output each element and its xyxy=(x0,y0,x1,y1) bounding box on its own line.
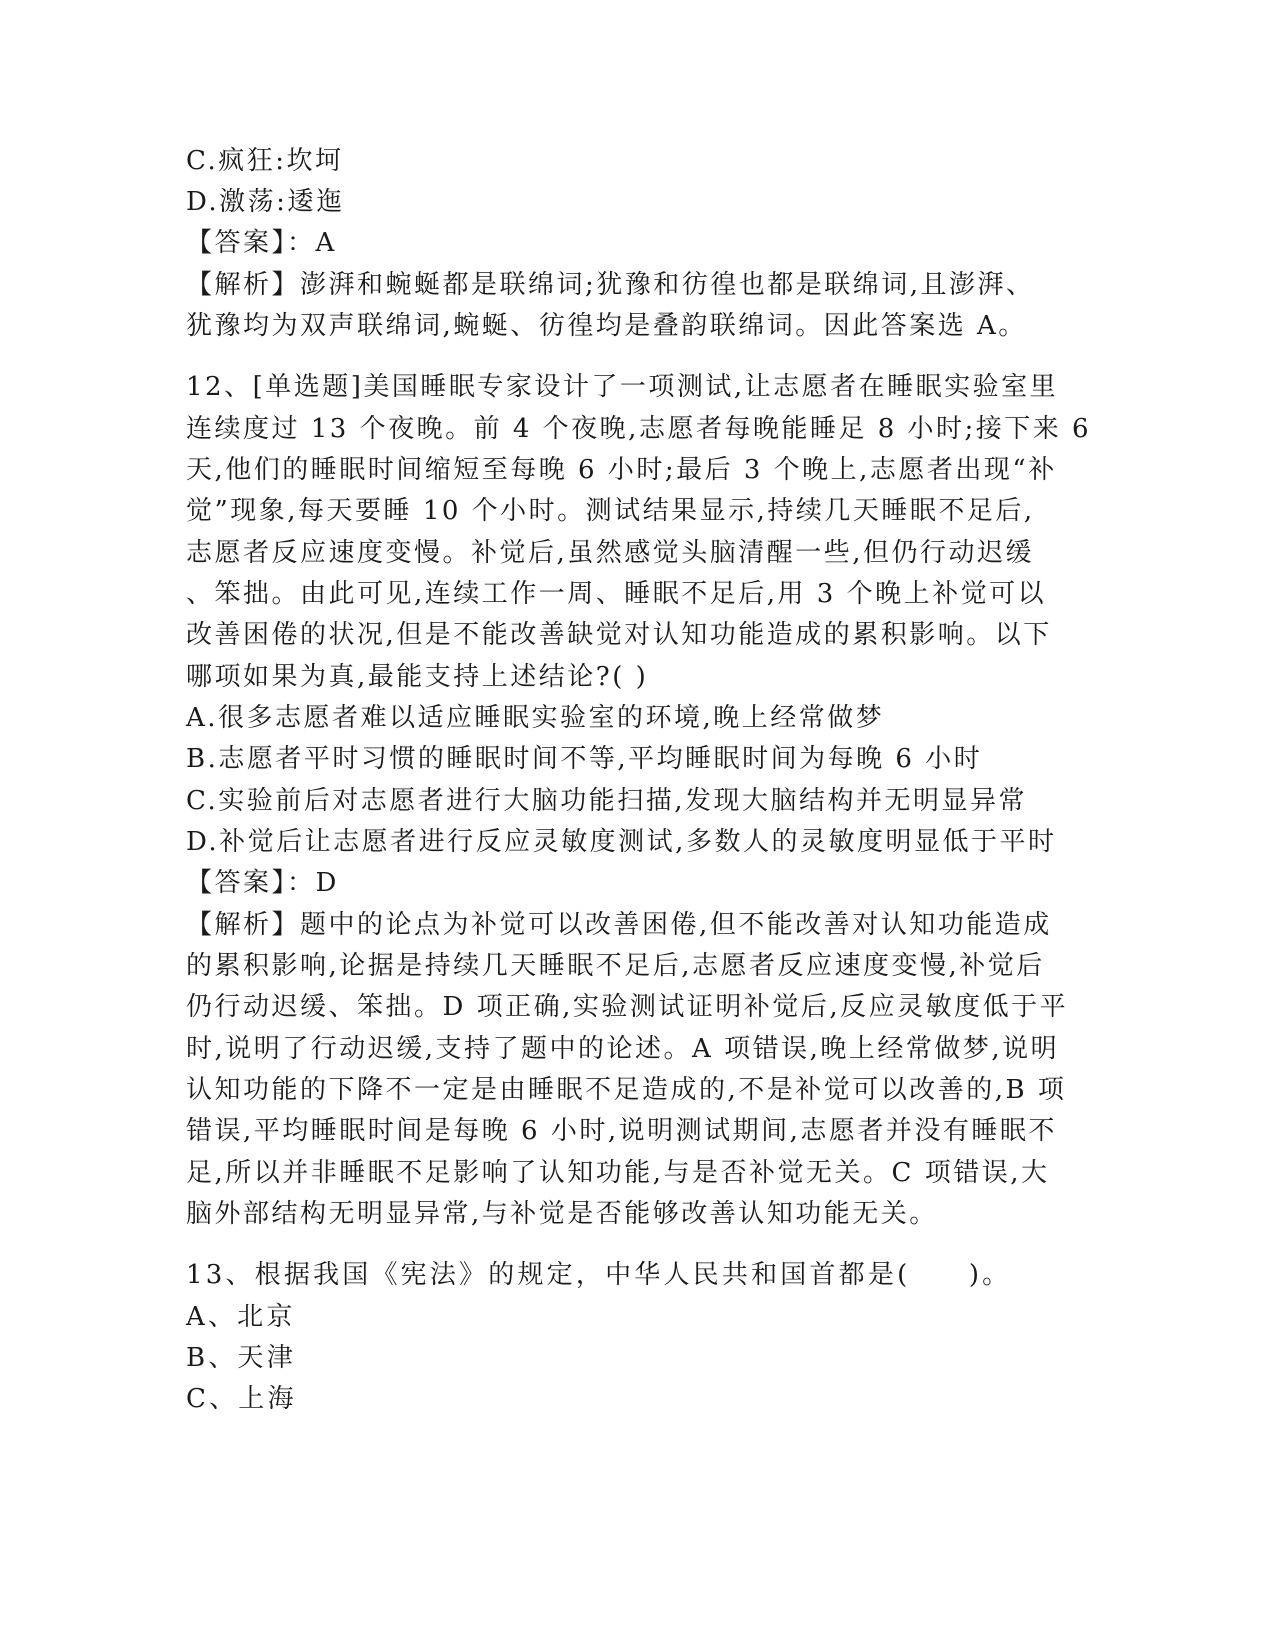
q11-analysis-line: 【解析】澎湃和蜿蜒都是联绵词;犹豫和彷徨也都是联绵词,且澎湃、 xyxy=(186,270,1035,300)
q12-analysis-line: 错误,平均睡眠时间是每晚 6 小时,说明测试期间,志愿者并没有睡眠不 xyxy=(186,1116,1057,1146)
q12-option-b: B.志愿者平时习惯的睡眠时间不等,平均睡眠时间为每晚 6 小时 xyxy=(186,744,983,774)
q12-stem-line: 改善困倦的状况,但是不能改善缺觉对认知功能造成的累积影响。以下 xyxy=(186,620,1052,650)
q12-analysis-line: 足,所以并非睡眠不足影响了认知功能,与是否补觉无关。C 项错误,大 xyxy=(186,1158,1050,1188)
q13-stem: 13、根据我国《宪法》的规定，中华人民共和国首都是( )。 xyxy=(186,1260,1012,1290)
q12-analysis-line: 仍行动迟缓、笨拙。D 项正确,实验测试证明补觉后,反应灵敏度低于平 xyxy=(186,992,1069,1022)
q13-option-a: A、北京 xyxy=(186,1302,296,1332)
q12-analysis-line: 认知功能的下降不一定是由睡眠不足造成的,不是补觉可以改善的,B 项 xyxy=(186,1075,1067,1105)
q12-analysis-line: 的累积影响,论据是持续几天睡眠不足后,志愿者反应速度变慢,补觉后 xyxy=(186,951,1045,981)
q12-answer: 【答案】：D xyxy=(186,868,339,898)
q11-analysis-line: 犹豫均为双声联绵词,蜿蜒、彷徨均是叠韵联绵词。因此答案选 A。 xyxy=(186,311,1027,341)
q12-stem-line: 志愿者反应速度变慢。补觉后,虽然感觉头脑清醒一些,但仍行动迟缓 xyxy=(186,538,1035,568)
q12-option-d: D.补觉后让志愿者进行反应灵敏度测试,多数人的灵敏度明显低于平时 xyxy=(186,827,1057,857)
q13-option-b: B、天津 xyxy=(186,1343,296,1373)
q12-stem-line: 12、[单选题]美国睡眠专家设计了一项测试,让志愿者在睡眠实验室里 xyxy=(186,372,1059,402)
q12-stem-line: 天,他们的睡眠时间缩短至每晚 6 小时;最后 3 个晚上,志愿者出现“补 xyxy=(186,455,1057,485)
q11-answer: 【答案】：A xyxy=(186,228,337,258)
q12-stem-line: 、笨拙。由此可见,连续工作一周、睡眠不足后,用 3 个晚上补觉可以 xyxy=(186,579,1047,609)
q11-option-c: C.疯狂:坎坷 xyxy=(186,146,344,176)
q12-option-a: A.很多志愿者难以适应睡眠实验室的环境,晚上经常做梦 xyxy=(186,703,885,733)
q12-analysis-line: 时,说明了行动迟缓,支持了题中的论述。A 项错误,晚上经常做梦,说明 xyxy=(186,1034,1060,1064)
q12-analysis-line: 脑外部结构无明显异常,与补觉是否能够改善认知功能无关。 xyxy=(186,1199,938,1229)
q12-option-c: C.实验前后对志愿者进行大脑功能扫描,发现大脑结构并无明显异常 xyxy=(186,786,1027,816)
q12-stem-line: 连续度过 13 个夜晚。前 4 个夜晚,志愿者每晚能睡足 8 小时;接下来 6 xyxy=(186,414,1092,444)
q13-option-c: C、上海 xyxy=(186,1384,297,1414)
q11-option-d: D.激荡:逶迤 xyxy=(186,187,345,217)
q12-analysis-line: 【解析】题中的论点为补觉可以改善困倦,但不能改善对认知功能造成 xyxy=(186,910,1052,940)
q12-stem-line: 觉”现象,每天要睡 10 个小时。测试结果显示,持续几天睡眠不足后, xyxy=(186,496,1035,526)
q12-stem-line: 哪项如果为真,最能支持上述结论?( ) xyxy=(186,662,649,692)
